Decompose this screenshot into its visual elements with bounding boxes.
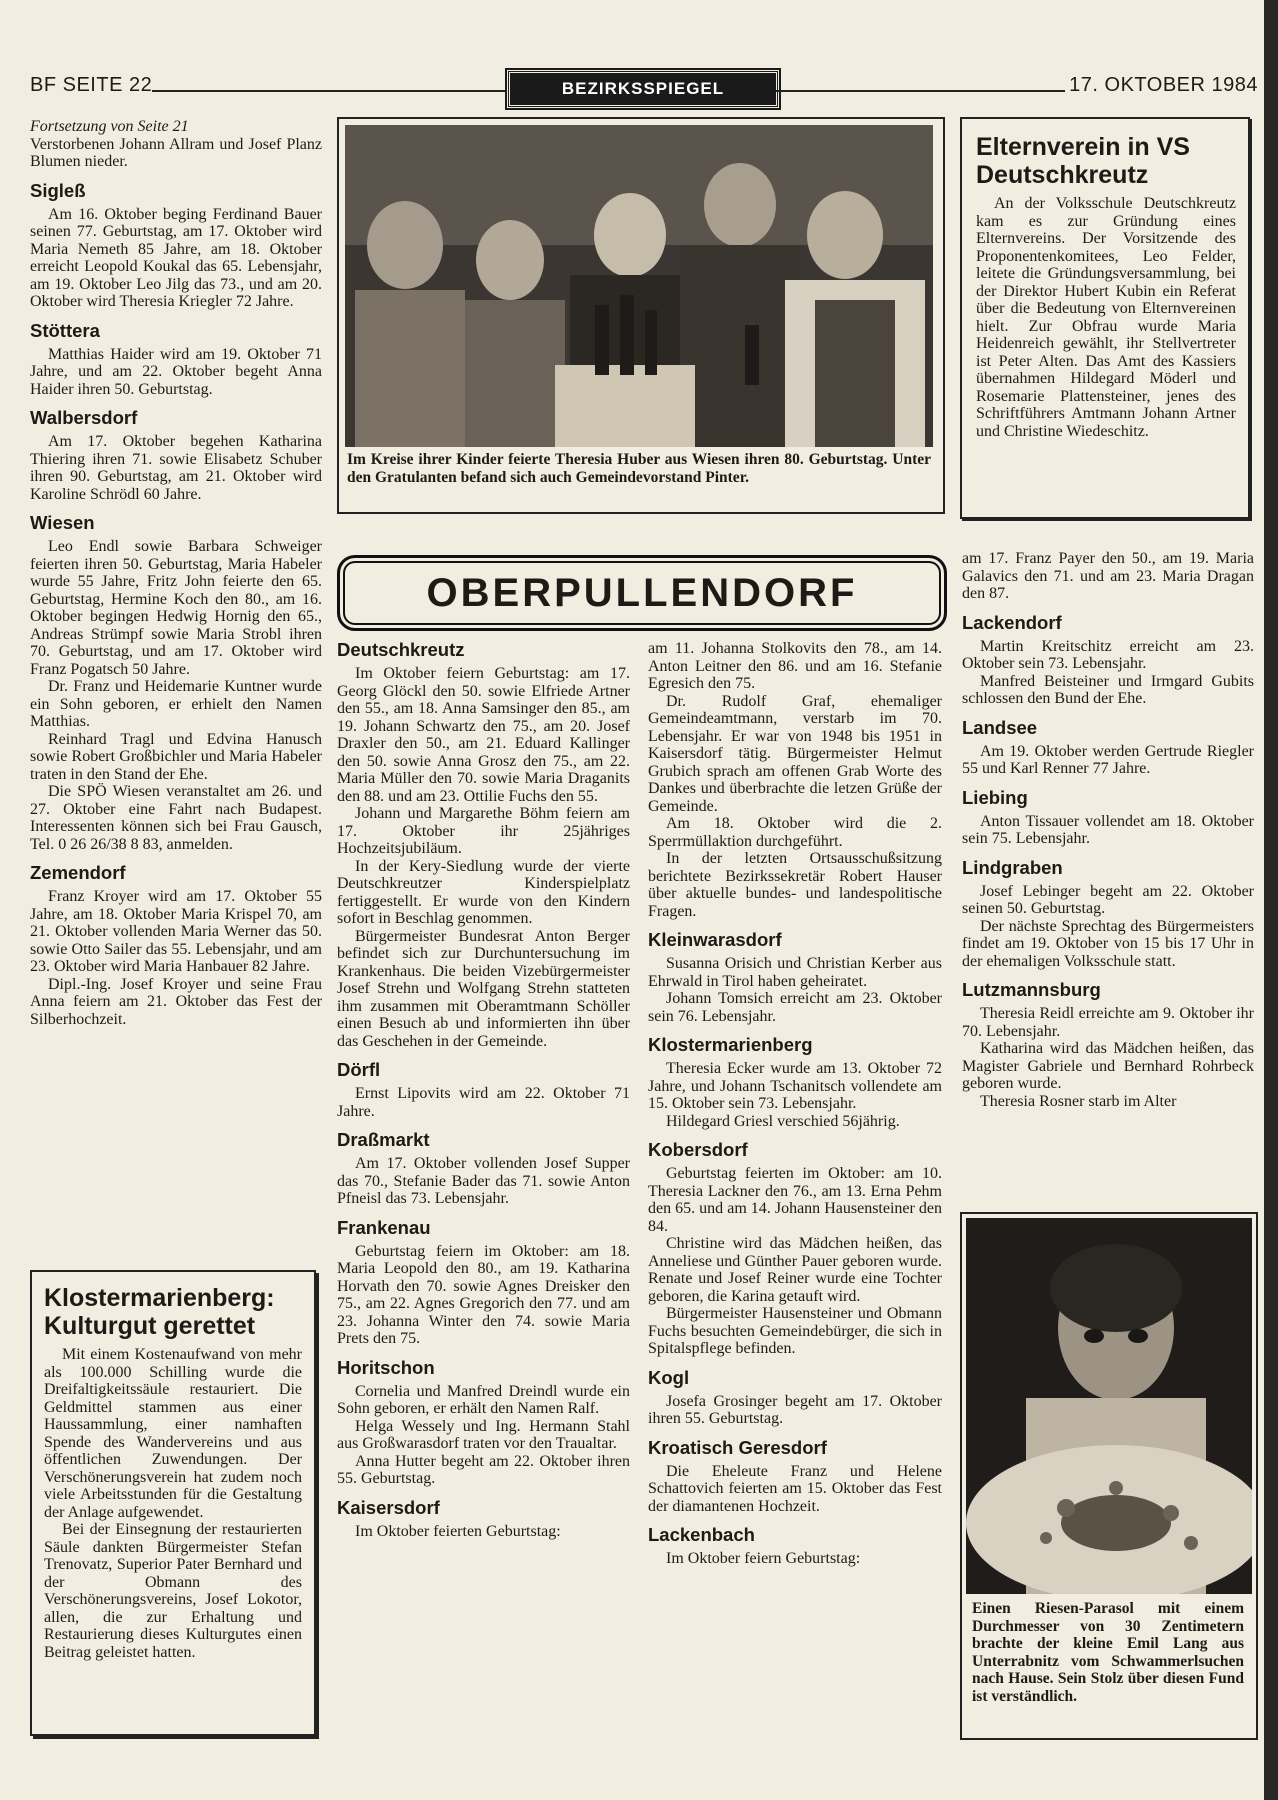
article-text: Martin Kreitschitz erreicht am 23. Oktober sein 73. Lebensjahr. [962,637,1254,672]
article-text: Dr. Franz und Heidemarie Kuntner wurde ein Sohn geboren, er erhielt den Namen Matthias. [30,678,322,730]
article-text: Franz Kroyer wird am 17. Oktober 55 Jahre, am 18. Oktober Maria Krispel 70, am 21. Oktober vollenden Maria Werner das 50. sowie Otto Sailer das 55. Lebensjahr, und am 23. Oktober wird Maria Hanbauer 82 Jahre. [30,888,322,975]
article-text: Geburtstag feiern im Oktober: am 18. Maria Leopold den 80., am 19. Katharina Horvath den 70. sowie Agnes Dreisker den 75., am 22. Agnes Gregorich den 77. und am 23. Johanna Winter den 74. sowie Maria Prets den 75. [337,1242,630,1347]
section-heading: Kobersdorf [648,1139,748,1160]
section-heading: Lackendorf [962,611,1062,633]
article-text: Johann Tomsich erreicht am 23. Oktober sein 76. Lebensjahr. [648,990,942,1025]
section-heading: Landsee [962,716,1038,738]
article-text: In der letzten Ortsausschußsitzung berichtete Bezirkssekretär Robert Hauser über aktuelle bundes- und landespolitische Fragen. [648,850,942,920]
article-text: am 11. Johanna Stolkovits den 78., am 14. Anton Leitner den 86. und am 16. Stefanie Egresich den 75. [648,640,942,692]
section-heading: Kroatisch Geresdorf [648,1436,827,1458]
article-text: Reinhard Tragl und Edvina Hanusch sowie Robert Großbichler und Maria Habeler traten in den Stand der Ehe. [30,730,322,783]
article-text: Der nächste Sprechtag des Bürgermeisters findet am 19. Oktober von 15 bis 17 Uhr in der ehemaligen Volksschule statt. [962,917,1254,970]
section-heading: Dörfl [337,1059,381,1080]
photo-caption: Im Kreise ihrer Kinder feierte Theresia Huber aus Wiesen ihren 80. Geburtstag. Unter den Gratulanten befand sich auch Gemeindevorstand Pinter. [347,451,931,486]
continuation-note: Fortsetzung von Seite 21 [30,118,189,135]
column-4 [962,550,1254,1110]
section-heading: Kleinwarasdorf [648,929,782,950]
region-banner: OBERPULLENDORF [337,555,947,631]
parasol-photo-frame [960,1212,1258,1740]
article-text: Matthias Haider wird am 19. Oktober 71 Jahre, und am 22. Oktober begeht Anna Haider ihren 50. Geburtstag. [30,345,322,398]
kulturgut-box [30,1270,316,1736]
article-text: Cornelia und Manfred Dreindl wurde ein Sohn geboren, er erhält den Namen Ralf. [337,1382,630,1417]
article-text: Dipl.-Ing. Josef Kroyer und seine Frau Anna feiern am 21. Oktober das Fest der Silberhochzeit. [30,975,322,1028]
column-2 [337,640,630,1540]
article-text: Ernst Lipovits wird am 22. Oktober 71 Jahre. [337,1085,630,1120]
issue-date: 17. OKTOBER 1984 [1069,74,1258,96]
article-text: Am 16. Oktober beging Ferdinand Bauer seinen 77. Geburtstag, am 17. Oktober wird Maria Nemeth 85 Jahre, am 18. Oktober erreicht Leopold Koukal das 65. Lebensjahr, am 19. Oktober Leo Jilg das 73., und am 20. Oktober wird Theresia Kriegler 72 Jahre. [30,205,322,310]
article-text: Hildegard Griesl verschied 56jährig. [666,1112,900,1130]
article-text: Bürgermeister Bundesrat Anton Berger befindet sich zur Durchuntersuchung im Krankenhaus. Die beiden Vizebürgermeister Josef Strehn und Wolfgang Strehn statteten ihm zusammen mit Oberamtmann Schöller einen Besuch ab und informierten ihn über das Geschehen in der Gemeinde. [337,927,630,1050]
section-heading: Lindgraben [962,856,1063,878]
article-text: An der Volksschule Deutschkreutz kam es zur Gründung eines Elternvereins. Der Vorsitzende des Proponentenkomitees, Leo Felder, leitete die Gründungsversammlung, bei der Direktor Hubert Kubin ein Referat über die Bedeutung von Elternvereinen hielt. Zur Obfrau wurde Maria Heidenreich gewählt, ihr Stellvertreter ist Peter Alten. Das Amt des Kassiers übernahmen Hildegard Möderl und Rosemarie Plattensteiner, jenes des Schriftführers Amtmann Johann Artner und Christine Wiedeschitz. [976,195,1236,440]
article-text: In der Kery-Siedlung wurde der vierte Deutschkreutzer Kinderspielplatz fertiggestellt. Er wurde von den Kindern sofort in Beschlag genommen. [337,857,630,927]
article-text: Anna Hutter begeht am 22. Oktober ihren 55. Geburtstag. [337,1452,630,1487]
photo-frame [337,117,945,514]
article-text: Leo Endl sowie Barbara Schweiger feierten ihren 50. Geburtstag, Maria Habeler wurde 55 Jahre, Fritz John feierte den 65. Geburtstag, Hermine Koch den 80., am 16. Oktober begingen Hedwig Hornig den 65., Andreas Strümpf sowie Maria Strobl ihren 70. Geburtstag, und am 17. Oktober wird Franz Pogatsch 50 Jahre. [30,538,322,678]
article-text: Susanna Orisich und Christian Kerber aus Ehrwald in Tirol haben geheiratet. [648,955,942,990]
parasol-photo-image [966,1218,1252,1594]
article-text: Geburtstag feierten im Oktober: am 10. Theresia Lackner den 76., am 13. Erna Pehm den 65. und am 14. Johann Hausensteiner den 84. [648,1165,942,1235]
article-text: Anton Tissauer vollendet am 18. Oktober sein 75. Lebensjahr. [962,812,1254,847]
box-body [976,195,1236,440]
parasol-photo [966,1218,1252,1594]
article-text: Josefa Grosinger begeht am 17. Oktober ihren 55. Geburtstag. [648,1392,942,1427]
elternverein-box [960,117,1250,519]
box-body [44,1346,302,1661]
article-text: Am 18. Oktober wird die 2. Sperrmüllaktion durchgeführt. [648,815,942,850]
article-text: Im Oktober feiern Geburtstag: [666,1550,861,1567]
photo-caption: Einen Riesen-Parasol mit einem Durchmesser von 30 Zentimetern brachte der kleine Emil Lang aus Unterrabnitz vom Schwammerlsuchen nach Hause. Sein Stolz über diesen Fund ist verständlich. [972,1600,1244,1705]
article-text: Mit einem Kostenaufwand von mehr als 100.000 Schilling wurde die Dreifaltigkeitssäule restauriert. Die Geldmittel stammen aus einer Haussammlung, einer namhaften Spende des Wandervereins und aus öffentlichen Zuwendungen. Der Verschönerungsverein hat zudem noch viele Arbeitsstunden für die Gestaltung der Anlage aufgewendet. [44,1346,302,1521]
header-rule-left [152,90,505,92]
article-text: Theresia Ecker wurde am 13. Oktober 72 Jahre, und Johann Tschanitsch vollendete am 15. Oktober sein 73. Lebensjahr. [648,1060,942,1112]
box-title: Klostermarienberg: Kulturgut gerettet [44,1284,275,1340]
article-text: Helga Wessely und Ing. Hermann Stahl aus Großwarasdorf traten vor den Traualtar. [337,1417,630,1452]
section-heading: Wiesen [30,512,95,533]
article-text: Im Oktober feiern Geburtstag: am 17. Georg Glöckl den 50. sowie Elfriede Artner den 55., am 18. Anna Samsinger den 85., am 19. Johann Schwartz den 75., am 20. Josef Draxler den 50., am 21. Eduard Kallinger den 50. sowie Anna Grosz den 75., am 22. Maria Müller den 70. sowie Maria Draganits den 88. und am 23. Ottilie Fuchs den 55. [337,665,630,805]
section-heading: Zemendorf [30,862,126,883]
article-text: Josef Lebinger begeht am 22. Oktober seinen 50. Geburtstag. [962,882,1254,917]
section-heading: Stöttera [30,319,100,341]
article-text: Christine wird das Mädchen heißen, das Anneliese und Günther Pauer geboren wurde. Renate und Josef Reiner wurde eine Tochter geboren, die Karina getauft wird. [648,1235,942,1305]
article-text: Am 19. Oktober werden Gertrude Riegler 55 und Karl Renner 77 Jahre. [962,742,1254,777]
section-heading: Walbersdorf [30,407,138,428]
column-3 [648,640,942,1568]
section-heading: Lutzmannsburg [962,979,1101,1000]
article-text: Manfred Beisteiner und Irmgard Gubits schlossen den Bund der Ehe. [962,672,1254,707]
header-rule-right [775,90,1065,92]
article-text: am 17. Franz Payer den 50., am 19. Maria Galavics den 71. und am 23. Maria Dragan den 87. [962,550,1254,602]
section-heading: Kaisersdorf [337,1496,440,1518]
article-text: Katharina wird das Mädchen heißen, das Magister Gabriele und Bernhard Rohrbeck geboren wurde. [962,1040,1254,1092]
page-label: BF SEITE 22 [30,74,153,96]
article-text: Bürgermeister Hausensteiner und Obmann Fuchs besuchten Gemeindebürger, die sich in Spitalspflege befinden. [648,1305,942,1357]
article-text: Am 17. Oktober begehen Katharina Thiering ihren 71. sowie Elisabetz Schuber ihren 90. Geburtstag, am 21. Oktober wird Karoline Schrödl 60 Jahre. [30,433,322,503]
article-text: Bei der Einsegnung der restaurierten Säule dankten Bürgermeister Stefan Trenovatz, Superior Pater Bernhard und der Obmann des Verschönerungsvereins, Josef Lokotor, allen, die zur Erhaltung und Restaurierung dieses Kulturgutes einen Beitrag geleistet hatten. [44,1521,302,1661]
section-heading: Lackenbach [648,1524,755,1545]
section-heading: Deutschkreutz [337,639,465,660]
section-heading: Klostermarienberg [648,1034,813,1055]
article-text: Im Oktober feierten Geburtstag: [355,1522,561,1540]
article-text: Theresia Rosner starb im Alter [980,1092,1177,1110]
section-heading: Sigleß [30,179,86,201]
box-title: Elternverein in VS Deutschkreutz [976,133,1190,189]
page-edge-shadow [1264,0,1278,1800]
article-text: Die SPÖ Wiesen veranstaltet am 26. und 27. Oktober eine Fahrt nach Budapest. Interessenten können sich bei Frau Gausch, Tel. 0 26 26/38 8 83, anmelden. [30,783,322,853]
article-text: Am 17. Oktober vollenden Josef Supper das 70., Stefanie Bader das 71. sowie Anton Pfneisl das 73. Lebensjahr. [337,1155,630,1207]
section-badge: BEZIRKSSPIEGEL [507,70,779,108]
birthday-photo [345,125,933,447]
section-heading: Frankenau [337,1216,431,1238]
article-text: Theresia Reidl erreichte am 9. Oktober ihr 70. Lebensjahr. [962,1005,1254,1040]
article-text: Dr. Rudolf Graf, ehemaliger Gemeindeamtmann, verstarb im 70. Lebensjahr. Er war von 1948 bis 1951 in Kaisersdorf tätig. Bürgermeister Helmut Grubich sprach am offenen Grab Worte des Dankes und überbrachte die letzen Grüße der Gemeinde. [648,692,942,815]
section-heading: Liebing [962,786,1028,808]
column-1 [30,118,322,1028]
article-text: Die Eheleute Franz und Helene Schattovich feierten am 15. Oktober das Fest der diamantenen Hochzeit. [648,1462,942,1515]
article-text: Verstorbenen Johann Allram und Josef Planz Blumen nieder. [30,135,322,170]
article-text: Johann und Margarethe Böhm feiern am 17. Oktober ihr 25jähriges Hochzeitsjubiläum. [337,805,630,857]
section-heading: Kogl [648,1366,690,1388]
birthday-photo-image [345,125,933,447]
section-heading: Horitschon [337,1356,435,1378]
section-heading: Draßmarkt [337,1129,430,1150]
